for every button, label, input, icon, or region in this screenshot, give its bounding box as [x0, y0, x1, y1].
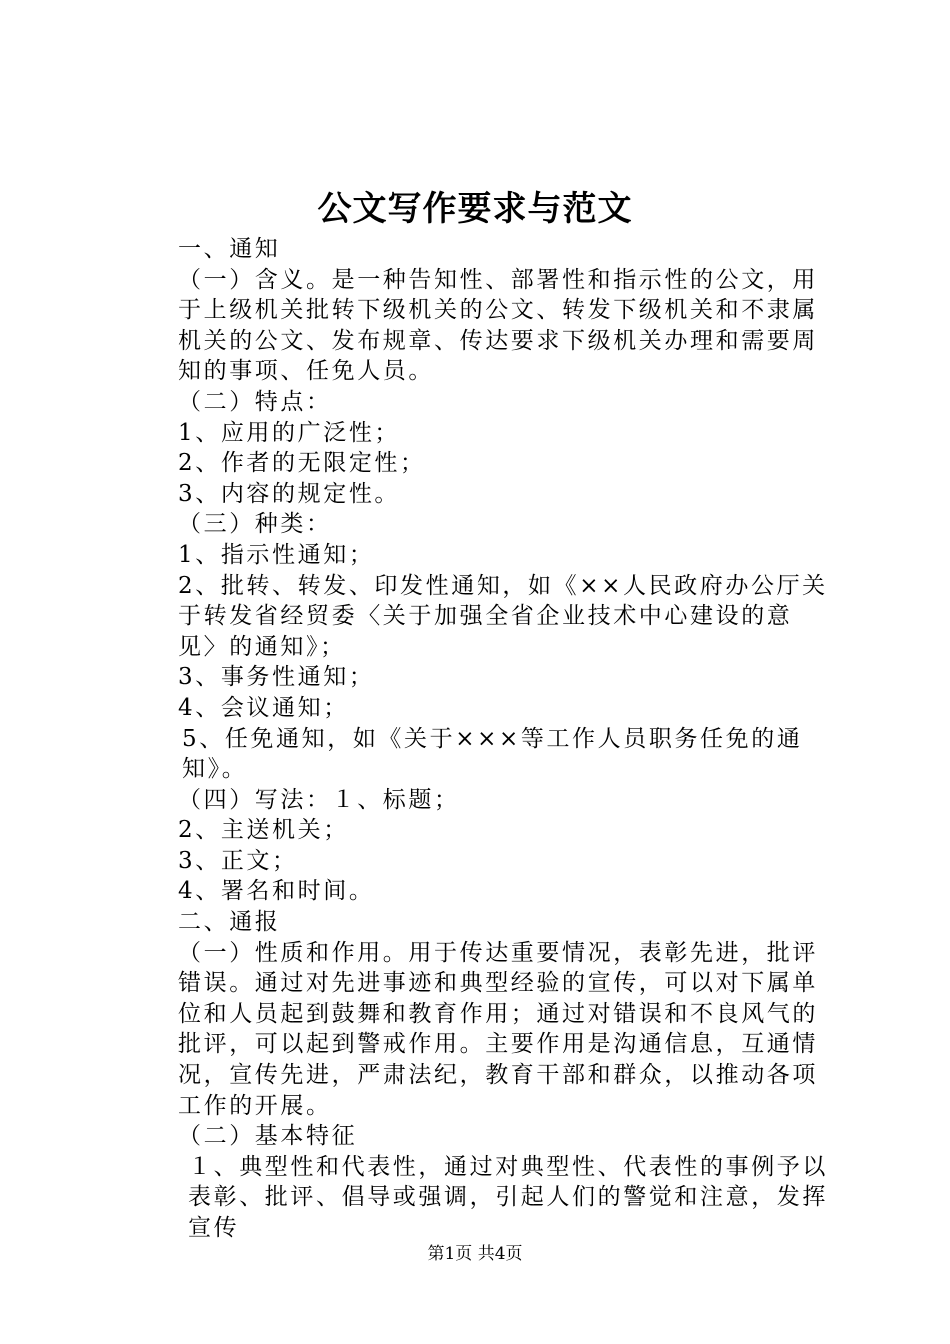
list-item-type-4: 4、会议通知； [178, 694, 349, 721]
subheading-writing: （四）写法：１、标题； [178, 786, 460, 813]
document-title: 公文写作要求与范文 [317, 189, 633, 229]
list-item-writing-2: 2、主送机关； [178, 817, 349, 844]
subheading-types: （三）种类： [178, 511, 332, 538]
list-item-feature-1: 1、应用的广泛性； [178, 419, 401, 446]
paragraph-bulletin-nature: （一）性质和作用。用于传达重要情况，表彰先进，批评错误。通过对先进事迹和典型经验的宣传，可以对下属单位和人员起到鼓舞和教育作用；通过对错误和不良风气的批评，可以起到警戒作用。主要作用是沟通信息，互通情况，宣传先进，严肃法纪，教育干部和群众，以推动各项工作的开展。 [178, 939, 818, 1119]
list-item-type-2: 2、批转、转发、印发性通知，如《××人民政府办公厅关于转发省经贸委〈关于加强全省企业技术中心建设的意见〉的通知》； [178, 572, 828, 660]
list-item-type-3: 3、事务性通知； [178, 664, 375, 691]
section-heading-notice: 一、通知 [178, 236, 281, 262]
section-heading-bulletin: 二、通报 [178, 909, 281, 936]
paragraph-notice-meaning: （一）含义。是一种告知性、部署性和指示性的公文，用于上级机关批转下级机关的公文、转发下级机关和不隶属机关的公文、发布规章、传达要求下级机关办理和需要周知的事项、任免人员。 [178, 266, 818, 385]
subheading-basic-features: （二）基本特征 [178, 1123, 358, 1150]
paragraph-typicality: １、典型性和代表性，通过对典型性、代表性的事例予以表彰、批评、倡导或强调，引起人们的警觉和注意，发挥宣传 [188, 1153, 828, 1241]
list-item-feature-2: 2、作者的无限定性； [178, 450, 426, 477]
list-item-writing-3: 3、正文； [178, 847, 298, 874]
document-body [130, 234, 830, 1244]
list-item-type-5: 5、任免通知，如《关于×××等工作人员职务任免的通知》。 [182, 725, 803, 783]
page-footer: 第1页 共4页 [427, 1244, 523, 1264]
list-item-type-1: 1、指示性通知； [178, 541, 375, 568]
list-item-feature-3: 3、内容的规定性。 [178, 480, 401, 507]
subheading-features: （二）特点： [178, 388, 332, 415]
list-item-writing-4: 4、署名和时间。 [178, 878, 375, 905]
